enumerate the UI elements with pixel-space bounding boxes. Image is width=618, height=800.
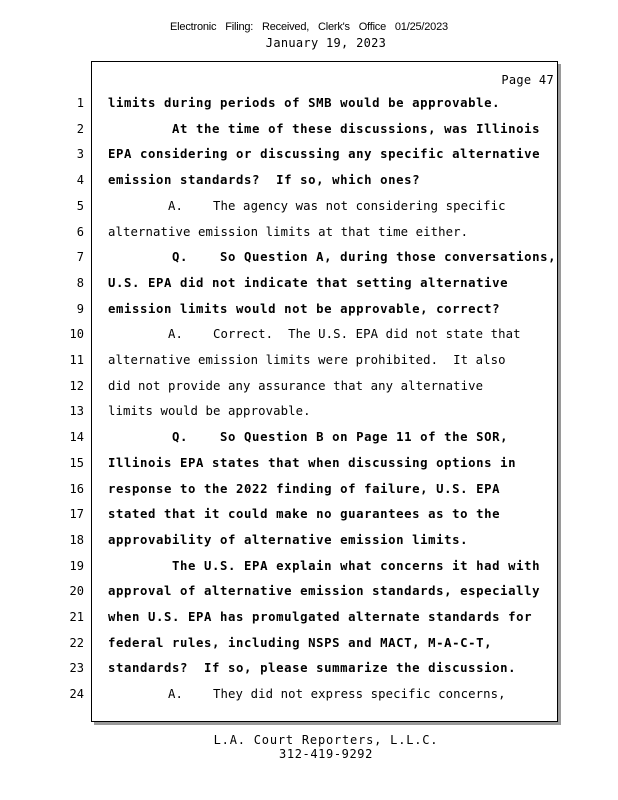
line-text: Q. So Question B on Page 11 of the SOR, (108, 430, 509, 445)
transcript-line (0, 117, 618, 141)
line-number: 12 (69, 378, 84, 393)
transcript-line (0, 91, 618, 115)
transcript-line (0, 297, 618, 321)
transcript-line (0, 656, 618, 680)
line-text: A. Correct. The U.S. EPA did not state that (108, 327, 521, 342)
line-number: 22 (69, 635, 84, 650)
transcript-line (0, 142, 618, 166)
transcript-line (0, 682, 618, 706)
transcript-line (0, 348, 618, 372)
line-text: The U.S. EPA explain what concerns it had with (108, 558, 541, 573)
line-text: Q. So Question A, during those conversations, (108, 250, 557, 265)
transcript-line (0, 477, 618, 501)
line-number: 9 (76, 301, 84, 316)
line-text: limits would be approvable. (108, 404, 311, 419)
transcript-line (0, 399, 618, 423)
line-number: 4 (76, 173, 84, 188)
line-text: A. The agency was not considering specific (108, 198, 506, 213)
reporter-company: L.A. Court Reporters, L.L.C. (213, 733, 439, 747)
line-number: 8 (76, 275, 84, 290)
line-text: did not provide any assurance that any alternative (108, 378, 484, 393)
line-number: 24 (69, 687, 84, 702)
line-number: 20 (69, 584, 84, 599)
line-number: 17 (69, 507, 84, 522)
line-number: 6 (76, 224, 84, 239)
line-text: EPA considering or discussing any specific alternative (108, 147, 541, 162)
transcript-line (0, 374, 618, 398)
line-text: alternative emission limits were prohibited. It also (108, 353, 506, 367)
transcript-line (0, 245, 618, 269)
line-text: A. They did not express specific concerns, (108, 687, 506, 702)
line-number: 2 (76, 121, 84, 136)
line-text: Illinois EPA states that when discussing options in (108, 455, 517, 470)
line-number: 13 (69, 404, 84, 419)
line-text: response to the 2022 finding of failure, U.S. EPA (108, 481, 501, 496)
line-text: emission limits would not be approvable, correct? (108, 301, 501, 316)
transcript-date: January 19, 2023 (265, 36, 387, 50)
line-text: standards? If so, please summarize the discussion. (108, 661, 517, 676)
transcript-line (0, 451, 618, 475)
transcript-line (0, 168, 618, 192)
filing-stamp: Electronic Filing: Received, Clerk's Office 01/25/2023 (170, 21, 448, 33)
line-number: 1 (76, 96, 84, 110)
line-text: emission standards? If so, which ones? (108, 173, 421, 188)
transcript-line (0, 322, 618, 346)
line-text: At the time of these discussions, was Illinois (108, 121, 541, 136)
line-text: when U.S. EPA has promulgated alternate standards for (108, 610, 533, 624)
line-number: 5 (76, 198, 84, 213)
line-number: 11 (69, 353, 84, 367)
line-number: 10 (69, 327, 84, 342)
line-text: approval of alternative emission standards, especially (108, 584, 541, 599)
line-text: stated that it could make no guarantees as to the (108, 507, 501, 522)
line-text: U.S. EPA did not indicate that setting alternative (108, 275, 509, 290)
transcript-line (0, 271, 618, 295)
transcript-line (0, 425, 618, 449)
line-number: 14 (69, 430, 84, 445)
line-text: federal rules, including NSPS and MACT, M-A-C-T, (108, 635, 493, 650)
line-number: 18 (69, 532, 84, 547)
line-number: 19 (69, 558, 84, 573)
line-number: 15 (69, 455, 84, 470)
line-number: 16 (69, 481, 84, 496)
line-text: limits during periods of SMB would be approvable. (108, 96, 501, 110)
transcript-line (0, 631, 618, 655)
transcript-line (0, 579, 618, 603)
transcript-line (0, 194, 618, 218)
line-number: 7 (76, 250, 84, 265)
line-number: 3 (76, 147, 84, 162)
line-number: 23 (69, 661, 84, 676)
reporter-phone: 312-419-9292 (279, 747, 373, 761)
transcript-line (0, 528, 618, 552)
page-number: Page 47 (501, 73, 554, 87)
transcript-line (0, 502, 618, 526)
line-number: 21 (69, 610, 84, 624)
line-text: alternative emission limits at that time either. (108, 224, 469, 239)
transcript-line (0, 220, 618, 244)
line-text: approvability of alternative emission limits. (108, 532, 469, 547)
transcript-line (0, 605, 618, 629)
transcript-line (0, 554, 618, 578)
